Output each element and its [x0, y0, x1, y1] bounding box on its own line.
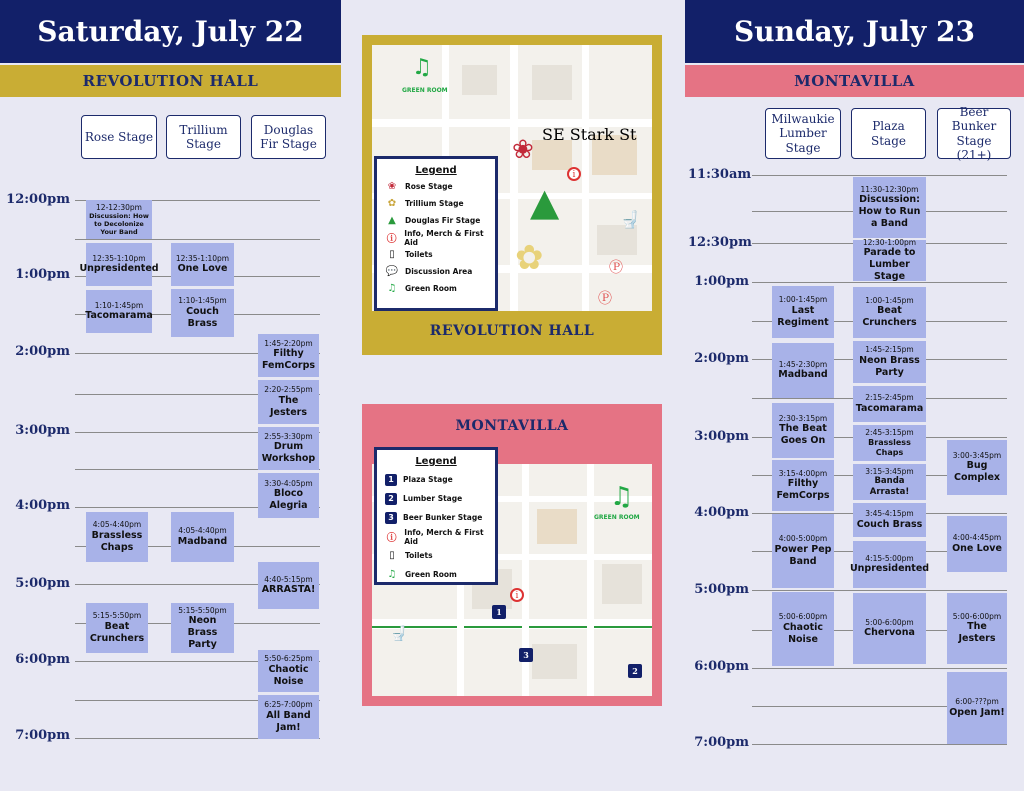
legend-item: [385, 246, 495, 263]
time-label: 7:00pm: [694, 735, 749, 750]
legend-label: Plaza Stage: [403, 475, 453, 484]
map-revolution-panel: [362, 35, 662, 355]
time-label: 11:30am: [688, 167, 752, 182]
stage-trillium: Trillium Stage: [166, 115, 241, 159]
legend-label: Rose Stage: [405, 182, 453, 191]
legend-item: [385, 470, 495, 489]
slot-time: 2:15-2:45pm: [865, 393, 914, 403]
slot-time: 4:05-4:40pm: [92, 520, 142, 530]
schedule-slot[interactable]: [853, 503, 926, 537]
slot-name: Power Pep Band: [774, 543, 832, 567]
fir-tree-icon: ▲: [530, 180, 560, 224]
schedule-slot[interactable]: [853, 341, 926, 383]
slot-time: 6:25-7:00pm: [264, 700, 313, 710]
slot-name: Beat Crunchers: [89, 620, 145, 644]
legend-title: Legend: [415, 165, 457, 176]
slot-time: 1:45-2:30pm: [778, 359, 828, 369]
slot-name: ARRASTA!: [261, 584, 316, 596]
street-label: SE Stark St: [542, 125, 637, 144]
legend-label: Trillium Stage: [405, 199, 464, 208]
legend-label: Lumber Stage: [403, 494, 463, 503]
slot-time: 1:45-2:15pm: [865, 345, 914, 355]
slot-name: Unpresidented: [849, 563, 930, 575]
toilet-icon: ▯: [389, 249, 395, 260]
legend-item: [385, 229, 495, 246]
lumber-stage-marker: 2: [628, 664, 642, 678]
slot-name: Discussion: How to Decolonize Your Band: [89, 212, 149, 237]
slot-name: Brassless Chaps: [868, 437, 911, 457]
schedule-slot[interactable]: [258, 427, 319, 470]
legend-revolution: [374, 156, 498, 311]
schedule-slot[interactable]: [849, 541, 930, 588]
slot-name: The Beat Goes On: [779, 423, 827, 447]
stage-douglas-fir: Douglas Fir Stage: [251, 115, 326, 159]
schedule-slot[interactable]: [171, 603, 234, 653]
music-note-icon: ♫: [412, 55, 432, 80]
time-label: 12:30pm: [688, 235, 752, 250]
slot-name: The Jesters: [958, 621, 996, 645]
number-badge: 1: [385, 474, 397, 486]
slot-name: Last Regiment: [777, 304, 829, 328]
schedule-slot[interactable]: [853, 177, 926, 238]
slot-name: Bug Complex: [953, 460, 1001, 484]
slot-name: Chaotic Noise: [268, 663, 309, 687]
slot-name: Bloco Alegria: [269, 488, 308, 512]
time-label: 3:00pm: [15, 423, 70, 438]
legend-item: [385, 263, 495, 280]
slot-time: 3:30-4:05pm: [264, 478, 313, 488]
green-room-label: GREEN ROOM: [594, 514, 640, 521]
legend-title: Legend: [415, 456, 457, 467]
slot-time: 5:50-6:25pm: [264, 654, 313, 664]
legend-item: [385, 527, 495, 546]
legend-label: Info, Merch & First Aid: [404, 228, 484, 247]
schedule-slot[interactable]: [772, 460, 834, 511]
slot-name: Filthy FemCorps: [261, 348, 316, 372]
slot-time: 2:30-3:15pm: [778, 413, 828, 423]
slot-name: The Jesters: [270, 394, 307, 418]
slot-name: Drum Workshop: [261, 441, 316, 465]
slot-time: 4:00-4:45pm: [952, 533, 1002, 543]
stage-rose: Rose Stage: [81, 115, 157, 159]
slot-time: 5:15-5:50pm: [92, 611, 142, 621]
slot-name: Filthy FemCorps: [776, 478, 830, 502]
music-note-icon: ♫: [610, 482, 634, 512]
slot-time: 4:15-5:00pm: [865, 553, 914, 563]
slot-time: 2:55-3:30pm: [264, 431, 313, 441]
gridline: [752, 668, 1007, 669]
legend-label: Beer Bunker Stage: [403, 513, 483, 522]
schedule-slot[interactable]: [258, 473, 319, 518]
time-label: 6:00pm: [15, 652, 70, 667]
slot-time: 3:45-4:15pm: [865, 509, 914, 519]
legend-label: Toilets: [405, 551, 433, 560]
sunday-venue: MONTAVILLA: [685, 65, 1024, 97]
slot-name: Open Jam!: [949, 706, 1005, 718]
legend-item: [385, 178, 495, 195]
map-montavilla-title: MONTAVILLA: [455, 418, 569, 434]
time-label: 4:00pm: [694, 505, 749, 520]
schedule-slot[interactable]: [947, 516, 1007, 572]
schedule-slot[interactable]: [947, 440, 1007, 495]
fir-tree-icon: ▲: [388, 215, 396, 226]
slot-time: 3:15-4:00pm: [778, 468, 828, 478]
info-icon: i: [510, 588, 524, 602]
legend-item: [385, 508, 495, 527]
slot-name: Couch Brass: [186, 305, 219, 329]
stage-plaza: Plaza Stage: [851, 108, 926, 159]
slot-time: 4:00-5:00pm: [778, 534, 828, 544]
slot-name: Tacomarama: [85, 310, 153, 322]
slot-time: 5:00-6:00pm: [778, 612, 828, 622]
schedule-slot[interactable]: [79, 243, 159, 286]
rose-icon: ❀: [512, 135, 534, 165]
toilet-icon: 🚽: [390, 626, 408, 642]
schedule-slot[interactable]: [171, 289, 234, 337]
legend-item: [385, 212, 495, 229]
number-badge: 3: [385, 512, 397, 524]
slot-name: Neon Brass Party: [859, 354, 920, 378]
plaza-stage-marker: 1: [492, 605, 506, 619]
time-label: 2:00pm: [15, 344, 70, 359]
trillium-icon: ✿: [515, 238, 544, 278]
slot-name: Unpresidented: [79, 263, 159, 275]
schedule-slot[interactable]: [772, 592, 834, 666]
schedule-slot[interactable]: [258, 695, 319, 739]
rose-icon: ❀: [387, 181, 397, 192]
schedule-slot[interactable]: [86, 290, 152, 333]
sunday-title: Sunday, July 23: [685, 0, 1024, 63]
time-label: 2:00pm: [694, 351, 749, 366]
toilet-icon: ▯: [389, 550, 395, 561]
trillium-icon: ✿: [387, 198, 397, 209]
slot-time: 12:35-1:10pm: [175, 253, 230, 263]
time-label: 12:00pm: [6, 192, 70, 207]
schedule-slot[interactable]: [258, 562, 319, 609]
slot-time: 5:00-6:00pm: [865, 617, 914, 627]
slot-name: Brassless Chaps: [91, 529, 143, 553]
legend-item: [385, 565, 495, 584]
slot-time: 1:10-1:45pm: [178, 296, 227, 306]
schedule-slot[interactable]: [258, 380, 319, 424]
time-label: 7:00pm: [15, 728, 70, 743]
toilet-icon: 🚽: [620, 210, 640, 229]
gridline: [75, 239, 320, 240]
schedule-slot[interactable]: [947, 672, 1007, 744]
time-label: 6:00pm: [694, 659, 749, 674]
gridline: [752, 744, 1007, 745]
schedule-slot[interactable]: [258, 650, 319, 692]
stage-milwaukie-lumber: Milwaukie Lumber Stage: [765, 108, 841, 159]
time-label: 4:00pm: [15, 498, 70, 513]
gridline: [752, 590, 1007, 591]
slot-name: Banda Arrasta!: [869, 476, 910, 497]
gridline: [752, 175, 1007, 176]
slot-name: Chaotic Noise: [782, 621, 824, 645]
info-icon: ⓘ: [386, 234, 397, 245]
legend-montavilla: [374, 447, 498, 585]
time-label: 5:00pm: [694, 582, 749, 597]
green-room-label: GREEN ROOM: [402, 87, 448, 94]
slot-time: 5:00-6:00pm: [952, 611, 1002, 621]
info-icon: i: [567, 167, 581, 181]
schedule-slot[interactable]: [947, 593, 1007, 664]
slot-name: Madband: [778, 369, 828, 381]
schedule-slot[interactable]: [86, 200, 152, 239]
schedule-slot[interactable]: [853, 425, 926, 461]
legend-label: Green Room: [405, 284, 457, 293]
schedule-slot[interactable]: [772, 514, 834, 588]
info-icon: ⓘ: [386, 533, 397, 544]
slot-time: 6:00-???pm: [955, 697, 999, 707]
saturday-title: Saturday, July 22: [0, 0, 341, 63]
slot-name: Parade to Lumber Stage: [863, 247, 916, 283]
slot-time: 11:30-12:30pm: [860, 185, 919, 194]
schedule-slot[interactable]: [853, 386, 926, 422]
slot-time: 12:35-1:10pm: [92, 253, 146, 263]
time-label: 1:00pm: [15, 267, 70, 282]
stage-beer-bunker: Beer Bunker Stage (21+): [937, 108, 1011, 159]
slot-name: One Love: [177, 263, 228, 275]
beer-bunker-marker: 3: [519, 648, 533, 662]
legend-label: Info, Merch & First Aid: [404, 527, 484, 546]
schedule-slot[interactable]: [853, 464, 926, 500]
legend-label: Discussion Area: [405, 267, 473, 276]
schedule-slot[interactable]: [86, 603, 148, 653]
schedule-slot[interactable]: [772, 286, 834, 338]
music-note-icon: ♫: [387, 569, 397, 580]
slot-time: 12-12:30pm: [96, 202, 142, 212]
slot-time: 12:30-1:00pm: [862, 238, 917, 247]
slot-name: Beat Crunchers: [862, 305, 917, 329]
schedule-slot[interactable]: [171, 243, 234, 286]
slot-time: 1:45-2:20pm: [264, 338, 313, 348]
schedule-slot[interactable]: [853, 593, 926, 664]
map-montavilla-panel: [362, 404, 662, 706]
schedule-slot[interactable]: [258, 334, 319, 377]
schedule-slot[interactable]: [772, 403, 834, 458]
slot-name: One Love: [952, 542, 1002, 554]
slot-time: 2:45-3:15pm: [865, 428, 914, 438]
legend-item: [385, 280, 495, 297]
slot-name: Tacomarama: [855, 402, 924, 414]
saturday-venue: REVOLUTION HALL: [0, 65, 341, 97]
legend-item: [385, 546, 495, 565]
schedule-slot[interactable]: [853, 240, 926, 281]
slot-time: 2:20-2:55pm: [264, 385, 313, 395]
legend-label: Douglas Fir Stage: [405, 216, 481, 225]
slot-time: 4:05-4:40pm: [178, 526, 227, 536]
parking-icon: Ⓟ: [609, 260, 623, 276]
number-badge: 2: [385, 493, 397, 505]
map-revolution-title: REVOLUTION HALL: [429, 323, 595, 339]
chat-icon: 💬: [385, 266, 399, 277]
slot-time: 4:40-5:15pm: [264, 574, 313, 584]
time-label: 3:00pm: [694, 429, 749, 444]
slot-name: Discussion: How to Run a Band: [858, 194, 921, 230]
slot-name: Madband: [177, 535, 228, 547]
slot-time: 3:15-3:45pm: [865, 466, 914, 476]
legend-item: [385, 489, 495, 508]
slot-name: Couch Brass: [856, 518, 923, 530]
slot-name: Chervona: [864, 627, 915, 639]
time-label: 1:00pm: [694, 274, 749, 289]
schedule-slot[interactable]: [86, 512, 148, 562]
schedule-slot[interactable]: [772, 343, 834, 398]
music-note-icon: ♫: [387, 283, 397, 294]
slot-time: 3:00-3:45pm: [952, 450, 1002, 460]
schedule-slot[interactable]: [853, 287, 926, 338]
parking-icon: Ⓟ: [598, 291, 612, 307]
time-label: 5:00pm: [15, 576, 70, 591]
slot-time: 1:00-1:45pm: [865, 295, 914, 305]
schedule-slot[interactable]: [171, 512, 234, 562]
slot-name: All Band Jam!: [266, 709, 311, 733]
legend-item: [385, 195, 495, 212]
legend-label: Toilets: [405, 250, 433, 259]
slot-time: 1:10-1:45pm: [94, 300, 144, 310]
slot-time: 1:00-1:45pm: [778, 295, 828, 305]
legend-label: Green Room: [405, 570, 457, 579]
slot-name: Neon Brass Party: [187, 614, 218, 650]
slot-time: 5:15-5:50pm: [178, 605, 227, 615]
